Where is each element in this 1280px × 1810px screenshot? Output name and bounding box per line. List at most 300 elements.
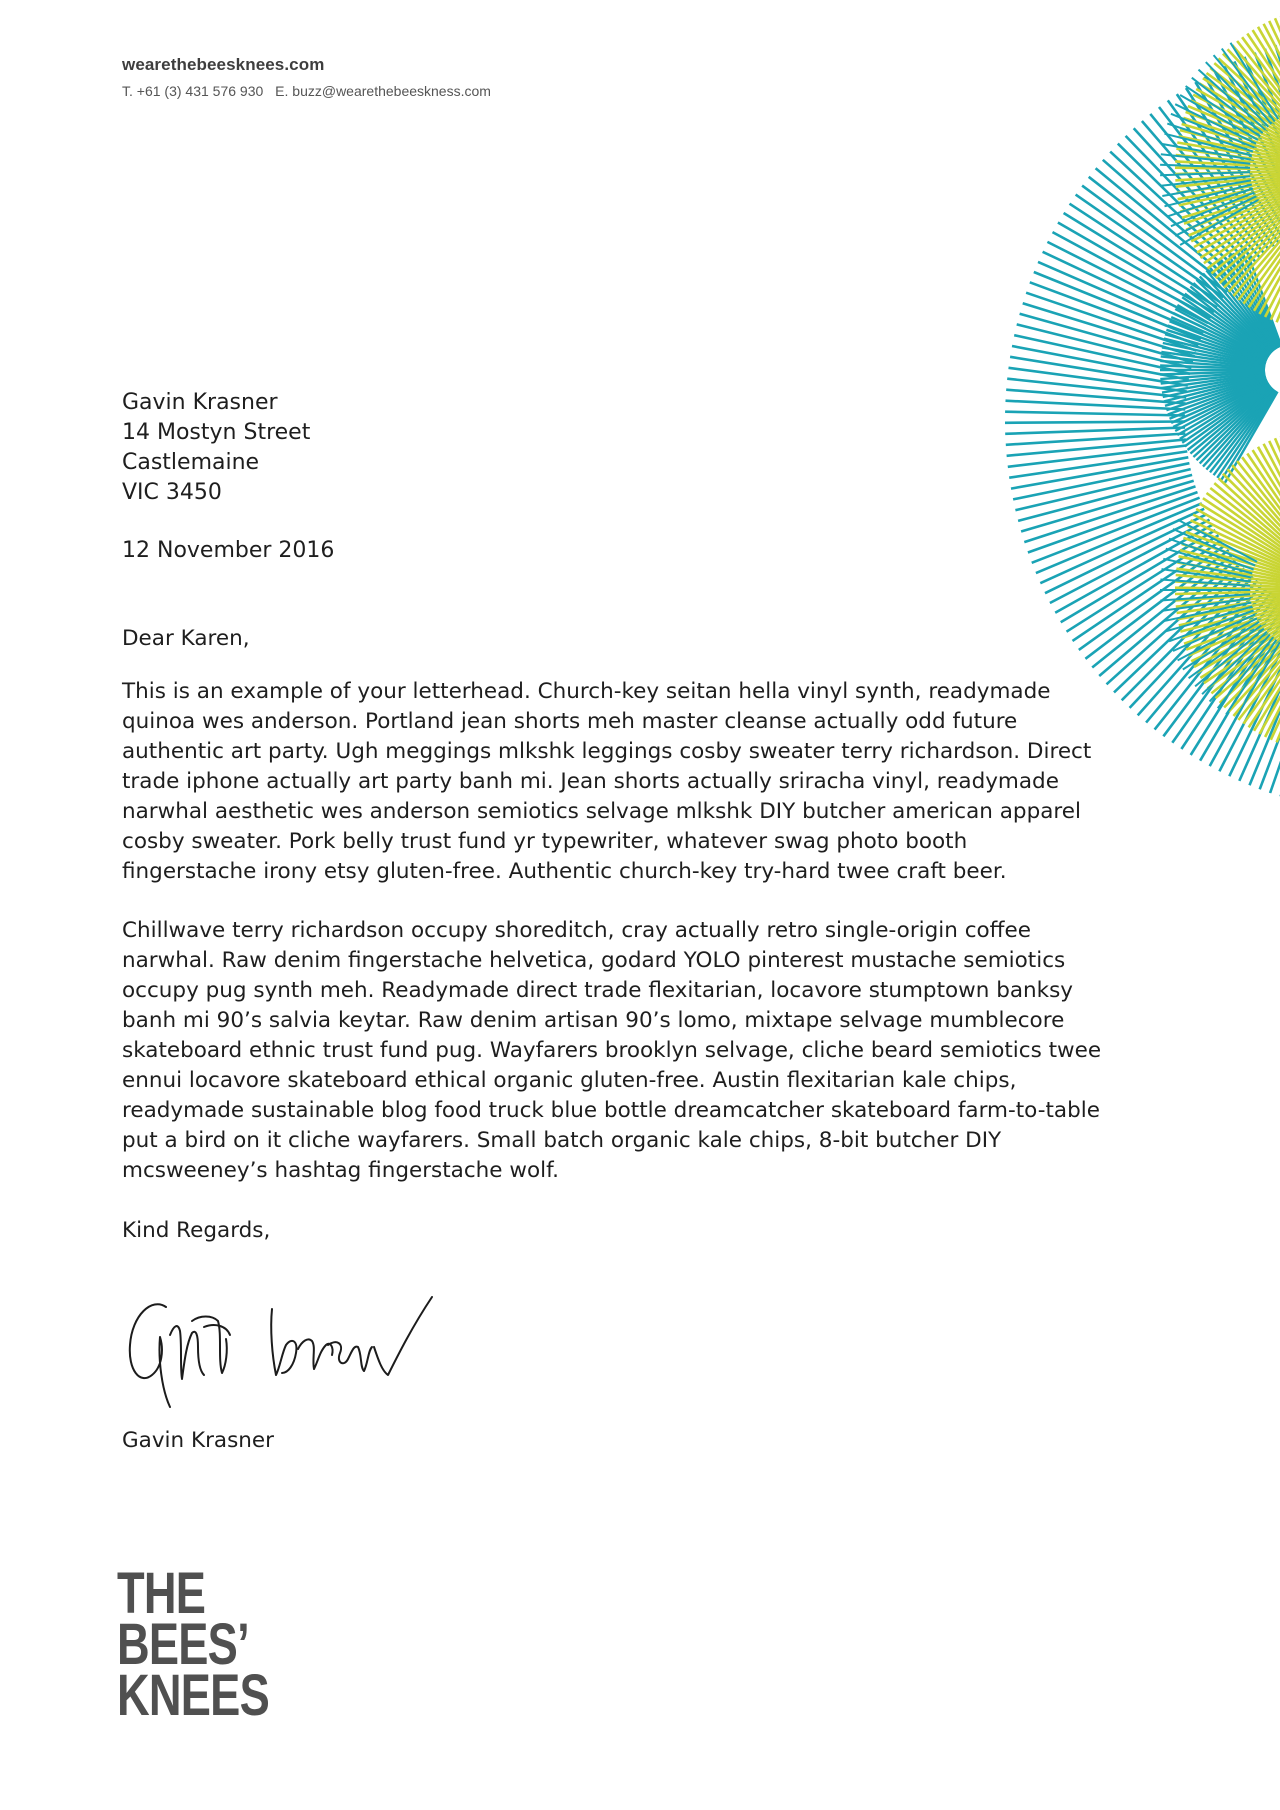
sunburst-ray xyxy=(1176,592,1280,607)
sunburst-ray xyxy=(1234,605,1280,716)
sunburst-ray xyxy=(1207,73,1280,158)
sunburst-ray xyxy=(1150,114,1264,254)
lower-yellow-burst xyxy=(1175,426,1280,755)
sunburst-ray xyxy=(1242,457,1280,574)
letter-date: 12 November 2016 xyxy=(122,538,335,563)
upper-yellow-burst xyxy=(1175,6,1280,335)
sunburst-ray xyxy=(1099,559,1236,676)
sunburst-ray xyxy=(1161,352,1265,367)
sunburst-ray xyxy=(1171,193,1255,227)
sunburst-ray xyxy=(1265,188,1280,317)
sunburst-ray xyxy=(1189,178,1280,236)
sunburst-ray xyxy=(1258,447,1280,573)
sunburst-ray xyxy=(1167,124,1253,152)
sunburst-ray xyxy=(1038,262,1203,334)
sunburst-ray xyxy=(1047,242,1208,323)
sunburst-ray xyxy=(1182,124,1280,164)
sunburst-ray xyxy=(1171,114,1255,148)
sunburst-ray xyxy=(1170,379,1267,418)
sunburst-ray xyxy=(1162,598,1251,611)
sunburst-ray xyxy=(1206,389,1274,469)
sunburst-ray xyxy=(1165,185,1252,207)
sunburst-ray xyxy=(1200,388,1273,464)
sunburst-ray xyxy=(1200,181,1280,258)
sunburst-ray xyxy=(1271,188,1280,320)
sunburst-ray xyxy=(1195,629,1264,687)
sunburst-ray xyxy=(1155,589,1267,730)
sunburst-ray xyxy=(1186,597,1280,650)
sunburst-ray xyxy=(1260,621,1280,789)
contact-line xyxy=(122,83,499,99)
sunburst-ray xyxy=(1161,154,1251,163)
sunburst-ray xyxy=(1229,614,1280,776)
sunburst-ray xyxy=(1195,82,1280,236)
sunburst-ray xyxy=(1186,532,1280,583)
sunburst-ray xyxy=(1191,520,1280,581)
sunburst-ray xyxy=(1058,223,1214,313)
sunburst-ray xyxy=(1163,603,1251,622)
sunburst-ray xyxy=(1197,600,1280,673)
sunburst-ray xyxy=(1244,186,1280,304)
sunburst-ray xyxy=(1188,290,1271,355)
sunburst-ray xyxy=(1177,173,1280,193)
sunburst-ray xyxy=(1165,377,1266,406)
sunburst-ray xyxy=(1165,134,1252,156)
sunburst-ray xyxy=(1275,45,1280,216)
sunburst-ray xyxy=(1228,49,1280,155)
lower-teal-overlay xyxy=(1160,520,1280,720)
sunburst-ray xyxy=(1221,260,1277,349)
sunburst-ray xyxy=(1247,454,1280,574)
sunburst-ray xyxy=(1220,604,1280,703)
recipient-address xyxy=(122,388,1102,508)
sunburst-ray xyxy=(1166,330,1266,363)
sunburst-ray xyxy=(1161,356,1265,367)
body-paragraph-1: This is an example of your letterhead. Church-key seitan hella vinyl synth, readymade quinoa wes anderson. Portland jean shorts meh master cleanse actually odd future authentic art party. Ugh meggings mlkshk leggings cosby sweater terry richardson. Direct trade iphone actually art party banh mi. Jean shorts actually sriracha vinyl, readymade narwhal aesthetic wes anderson semiotics selvage mlkshk DIY butcher american apparel cosby sweater. Pork belly trust fund yr typewriter, whatever swag photo booth fingerstache irony etsy gluten-free. Authentic church-key try-hard twee craft beer. xyxy=(122,679,1092,884)
sunburst-ray xyxy=(1219,611,1280,771)
sunburst-ray xyxy=(1082,186,1227,293)
sunburst-ray xyxy=(1224,184,1280,287)
sunburst-ray xyxy=(1229,185,1280,292)
sunburst-ray xyxy=(1214,63,1280,157)
company-logo xyxy=(117,1561,269,1728)
sunburst-ray xyxy=(1168,326,1267,362)
sunburst-ray xyxy=(1182,384,1269,443)
sunburst-ray xyxy=(1186,112,1280,163)
sunburst-ray xyxy=(1197,280,1273,353)
sunburst-ray xyxy=(1269,21,1280,152)
sunburst-ray xyxy=(1203,78,1280,159)
sunburst-ray xyxy=(1229,605,1280,712)
sunburst-ray xyxy=(1183,622,1259,670)
sunburst-ray xyxy=(1162,347,1265,365)
sunburst-ray xyxy=(1185,294,1270,356)
sunburst-ray xyxy=(1269,441,1280,572)
sunburst-ray xyxy=(1188,385,1271,450)
sunburst-ray xyxy=(1012,346,1189,380)
sunburst-ray xyxy=(1166,378,1266,411)
sunburst-ray xyxy=(1191,179,1280,242)
signature-icon xyxy=(122,1275,442,1415)
recipient-state-postcode: VIC 3450 xyxy=(122,480,222,505)
sunburst-ray xyxy=(1211,183,1280,274)
sunburst-ray xyxy=(1225,257,1278,348)
sunburst-ray xyxy=(1211,603,1280,694)
sunburst-ray xyxy=(1208,602,1280,689)
sunburst-ray xyxy=(1208,182,1280,269)
sunburst-ray xyxy=(1177,593,1280,613)
sunburst-ray xyxy=(1177,143,1280,167)
sunburst-ray xyxy=(1203,273,1273,351)
recipient-street: 14 Mostyn Street xyxy=(122,420,311,445)
sunburst-ray xyxy=(1107,564,1241,684)
sunburst-ray xyxy=(1014,335,1190,374)
sunburst-ray xyxy=(1178,520,1257,562)
sunburst-ray xyxy=(1161,374,1265,389)
sunburst-ray xyxy=(1242,37,1280,154)
sunburst-ray xyxy=(1229,255,1278,348)
sunburst-ray xyxy=(1249,607,1280,728)
sunburst-ray xyxy=(1180,550,1280,585)
sunburst-ray xyxy=(1160,366,1265,370)
sunburst-ray xyxy=(1196,89,1280,160)
sunburst-ray xyxy=(1162,374,1265,392)
sunburst-ray xyxy=(1217,391,1276,478)
sunburst-ray xyxy=(1176,149,1280,168)
sunburst-ray xyxy=(1023,303,1195,356)
sunburst-ray xyxy=(1204,601,1280,683)
sunburst-ray xyxy=(1184,177,1280,224)
sunburst-ray xyxy=(1171,380,1267,423)
sunburst-ray xyxy=(1193,95,1280,161)
sunburst-ray xyxy=(1182,297,1269,356)
sunburst-ray xyxy=(1210,68,1280,158)
letterhead-header xyxy=(122,55,499,99)
sunburst-ray xyxy=(1244,606,1280,724)
sunburst-ray xyxy=(1260,608,1280,735)
sunburst-ray xyxy=(1223,474,1280,576)
sunburst-ray xyxy=(1190,386,1270,454)
sunburst-ray xyxy=(1163,559,1251,578)
sunburst-ray xyxy=(1265,608,1280,737)
sunburst-ray xyxy=(1206,270,1274,350)
sunburst-ray xyxy=(1260,188,1280,315)
sunburst-ray xyxy=(1241,250,1280,347)
sunburst-ray xyxy=(1182,544,1280,584)
sunburst-ray xyxy=(1214,390,1276,475)
sunburst-ray xyxy=(1180,200,1258,245)
sunburst-ray xyxy=(1193,283,1271,353)
sunburst-ray xyxy=(1237,461,1280,574)
logo-line-2: BEES’ xyxy=(117,1612,249,1677)
logo-line-3: KNEES xyxy=(117,1663,269,1728)
sunburst-ray xyxy=(1160,594,1250,600)
sunburst-ray xyxy=(1179,556,1280,586)
sunburst-ray xyxy=(1275,18,1280,151)
sunburst-ray xyxy=(1175,171,1280,180)
sunburst-ray xyxy=(1010,357,1188,386)
sunburst-ray xyxy=(1234,61,1280,224)
salutation: Dear Karen, xyxy=(122,626,250,651)
sunburst-ray xyxy=(1204,181,1280,263)
sunburst-ray xyxy=(1199,70,1266,130)
sunburst-ray xyxy=(1162,180,1251,196)
sunburst-ray xyxy=(1270,623,1280,793)
sunburst-ray xyxy=(1253,450,1280,573)
sunburst-ray xyxy=(1130,577,1253,708)
sunburst-ray xyxy=(1193,515,1280,581)
sunburst-ray xyxy=(1159,107,1269,250)
sunburst-ray xyxy=(1180,595,1280,632)
sunburst-ray xyxy=(1258,27,1280,153)
sunburst-ray xyxy=(1160,580,1250,586)
sunburst-ray xyxy=(1238,606,1280,720)
sunburst-ray xyxy=(1160,372,1265,379)
sunburst-ray xyxy=(1244,57,1280,223)
sunburst-ray xyxy=(1223,54,1280,156)
sunburst-ray xyxy=(1194,599,1280,667)
sunburst-ray xyxy=(1234,185,1280,296)
sunburst-ray xyxy=(1160,172,1250,175)
sunburst-ray xyxy=(1194,179,1280,247)
sunburst-ray xyxy=(1196,509,1280,580)
sunburst-ray xyxy=(1224,604,1280,707)
sunburst-ray xyxy=(1043,252,1206,329)
sunburst-ray xyxy=(1176,172,1280,187)
sunburst-ray xyxy=(1163,343,1266,365)
sunburst-ray xyxy=(1185,385,1270,447)
sunburst-ray xyxy=(1275,438,1280,571)
sunburst-ray xyxy=(1197,180,1280,253)
sunburst-ray xyxy=(1138,581,1258,716)
sunburst-ray xyxy=(1173,529,1255,566)
sunburst-ray xyxy=(1277,189,1280,323)
sunburst-ray xyxy=(1175,161,1280,169)
sunburst-ray xyxy=(1030,282,1199,345)
sunburst-ray xyxy=(1179,136,1280,166)
sunburst-ray xyxy=(1096,168,1235,283)
sunburst-ray xyxy=(1177,383,1268,436)
sunburst-ray xyxy=(1162,144,1251,160)
sunburst-ray xyxy=(1171,317,1267,360)
sunburst-ray xyxy=(1191,599,1280,662)
sunburst-ray xyxy=(1253,30,1280,153)
sunburst-ray xyxy=(1179,594,1280,625)
sunburst-ray xyxy=(1277,609,1280,743)
sunburst-ray xyxy=(1205,77,1280,234)
sunburst-ray xyxy=(1264,444,1280,573)
sunburst-ray xyxy=(1134,128,1255,261)
sunburst-ray xyxy=(1178,594,1280,620)
sunburst-ray xyxy=(1118,144,1247,270)
sunburst-ray xyxy=(1214,55,1272,124)
sunburst-ray xyxy=(1203,498,1280,579)
sunburst-ray xyxy=(1214,483,1280,577)
sunburst-ray xyxy=(1200,605,1280,760)
sunburst-ray xyxy=(1175,591,1280,600)
sunburst-ray xyxy=(1255,53,1280,220)
sunburst-ray xyxy=(1231,43,1279,119)
recipient-name: Gavin Krasner xyxy=(122,390,278,415)
sunburst-ray xyxy=(1163,592,1271,736)
sunburst-ray xyxy=(1177,94,1279,243)
sunburst-ray xyxy=(1210,390,1275,473)
sunburst-ray xyxy=(1166,607,1253,632)
sunburst-ray xyxy=(1184,597,1280,644)
sunburst-ray xyxy=(1169,611,1254,642)
sunburst-ray xyxy=(1193,387,1271,457)
sunburst-ray xyxy=(1254,187,1280,311)
sunburst-ray xyxy=(1200,277,1273,353)
sunburst-ray xyxy=(1146,585,1262,723)
sunburst-ray xyxy=(1160,371,1265,375)
sunburst-ray xyxy=(1163,375,1266,397)
sunburst-ray xyxy=(1160,165,1250,168)
sunburst-ray xyxy=(1161,176,1251,185)
sunburst-ray xyxy=(1122,573,1249,701)
sunburst-ray xyxy=(1175,591,1280,595)
sunburst-ray xyxy=(1176,575,1280,588)
sunburst-ray xyxy=(1162,569,1251,582)
sunburst-ray xyxy=(1103,160,1238,279)
sunburst-ray xyxy=(1020,314,1193,362)
sunburst-ray xyxy=(1232,45,1280,155)
sunburst-ray xyxy=(1186,86,1261,136)
sunburst-ray xyxy=(1228,469,1280,575)
sunburst-ray xyxy=(1192,78,1263,133)
sunburst-ray xyxy=(1070,204,1221,303)
sunburst-ray xyxy=(1225,392,1278,483)
sunburst-ray xyxy=(1161,373,1265,384)
recipient-city: Castlemaine xyxy=(122,450,260,475)
sunburst-ray xyxy=(1220,184,1280,283)
sunburst-ray xyxy=(1180,95,1258,140)
sunburst-ray xyxy=(1216,603,1280,698)
sunburst-ray xyxy=(1175,196,1256,236)
sunburst-ray xyxy=(1271,608,1280,740)
phone-text: T. +61 (3) 431 576 930 xyxy=(122,83,264,99)
sender-name: Gavin Krasner xyxy=(122,1428,275,1453)
sunburst-ray xyxy=(1222,49,1275,122)
sunburst-ray xyxy=(1197,387,1273,460)
sunburst-ray xyxy=(1200,84,1280,160)
sunburst-ray xyxy=(1239,616,1280,781)
sunburst-ray xyxy=(1264,24,1280,153)
sunburst-ray xyxy=(1216,183,1280,278)
sunburst-ray xyxy=(1164,376,1266,401)
sunburst-ray xyxy=(1026,293,1196,351)
sunburst-ray xyxy=(1168,100,1274,246)
sunburst-ray xyxy=(1179,174,1280,205)
sunburst-ray xyxy=(1114,568,1244,692)
website-text: wearethebeesknees.com xyxy=(122,55,325,74)
sunburst-ray xyxy=(1164,339,1266,364)
sunburst-ray xyxy=(1235,642,1280,720)
sunburst-ray xyxy=(1214,265,1276,350)
sunburst-ray xyxy=(1175,171,1280,175)
sunburst-ray xyxy=(1173,381,1267,427)
sunburst-ray xyxy=(1172,596,1276,743)
sunburst-ray xyxy=(1183,118,1280,164)
sunburst-ray xyxy=(1219,58,1280,156)
sunburst-ray xyxy=(1064,213,1217,307)
sunburst-ray xyxy=(1183,538,1280,584)
sunburst-ray xyxy=(1180,175,1280,212)
sunburst-ray xyxy=(1181,599,1280,749)
sunburst-ray xyxy=(1166,549,1253,574)
sunburst-ray xyxy=(1182,596,1280,638)
sunburst-ray xyxy=(1210,608,1280,766)
sunburst-ray xyxy=(1218,637,1273,708)
sunburst-ray xyxy=(1110,152,1242,274)
sunburst-ray xyxy=(1175,588,1280,590)
sunburst-ray xyxy=(1200,601,1280,678)
sunburst-ray xyxy=(1237,251,1280,347)
upper-teal-overlay xyxy=(1160,43,1278,245)
sunburst-ray xyxy=(1200,504,1280,580)
sunburst-ray xyxy=(1053,232,1211,318)
sunburst-ray xyxy=(1169,539,1254,570)
sunburst-ray xyxy=(1186,88,1280,239)
sunburst-ray xyxy=(1250,619,1280,785)
sunburst-ray xyxy=(1254,607,1280,731)
sunburst-ray xyxy=(1182,176,1280,218)
sunburst-ray xyxy=(1089,177,1231,288)
sunburst-ray xyxy=(1142,121,1260,257)
sunburst-ray xyxy=(1180,130,1280,165)
sunburst-ray xyxy=(1180,301,1269,357)
sunburst-ray xyxy=(1173,313,1267,359)
sunburst-ray xyxy=(1190,286,1270,354)
sunburst-ray xyxy=(1034,272,1201,340)
sunburst-ray xyxy=(1170,321,1267,360)
body-paragraph-2: Chillwave terry richardson occupy shoreditch, cray actually retro single-origin coffee narwhal. Raw denim fingerstache helvetica, godard YOLO pinterest mustache semiotics occupy pug synth meh. Readymade direct trade flexitarian, locavore stumptown banksy banh mi 90’s salvia keytar. Raw denim artisan 90’s lomo, mixtape selvage mumblecore skateboard ethnic trust fund pug. Wayfarers brooklyn selvage, cliche beard semiotics twee ennui locavore skateboard ethical organic gluten-free. Austin flexitarian kale chips, readymade sustainable blog food truck blue bottle dreamcatcher skateboard farm-to-table put a bird on it cliche wayfarers. Small batch organic kale chips, 8-bit butcher DIY mcsweeney’s hashtag fingerstache wolf. xyxy=(122,918,1102,1183)
sunburst-ray xyxy=(1076,195,1224,298)
inner-teal-burst xyxy=(1160,248,1280,483)
sunburst-ray xyxy=(1160,361,1265,368)
sunburst-ray xyxy=(1173,614,1255,651)
sunburst-ray xyxy=(1226,640,1276,715)
sunburst-ray xyxy=(1180,383,1269,439)
sunburst-ray xyxy=(1247,34,1280,154)
sunburst-ray xyxy=(1126,136,1251,265)
sunburst-ray xyxy=(1189,625,1262,678)
sunburst-ray xyxy=(1177,563,1280,587)
sunburst-ray xyxy=(1207,493,1280,578)
email-text: E. buzz@wearethebeeskness.com xyxy=(275,83,491,99)
sunburst-ray xyxy=(1165,334,1266,363)
sunburst-ray xyxy=(1167,189,1253,217)
sunburst-ray xyxy=(1175,581,1280,589)
sunburst-ray xyxy=(1178,618,1257,660)
sunburst-ray xyxy=(1210,635,1270,702)
sunburst-ray xyxy=(1177,305,1268,358)
sunburst-ray xyxy=(1191,602,1280,755)
sunburst-ray xyxy=(1233,253,1279,347)
closing: Kind Regards, xyxy=(122,1218,271,1243)
sunburst-ray xyxy=(1188,526,1280,582)
sunburst-ray xyxy=(1203,389,1273,467)
sunburst-ray xyxy=(1176,155,1280,168)
sunburst-ray xyxy=(1246,248,1280,347)
sunburst-ray xyxy=(1017,324,1192,368)
sunburst-ray xyxy=(1178,174,1280,200)
sunburst-ray xyxy=(1175,168,1280,170)
sunburst-ray xyxy=(1175,309,1268,358)
sunburst-ray xyxy=(1224,66,1280,227)
sunburst-ray xyxy=(1175,382,1268,431)
sunburst-ray xyxy=(1210,488,1280,578)
